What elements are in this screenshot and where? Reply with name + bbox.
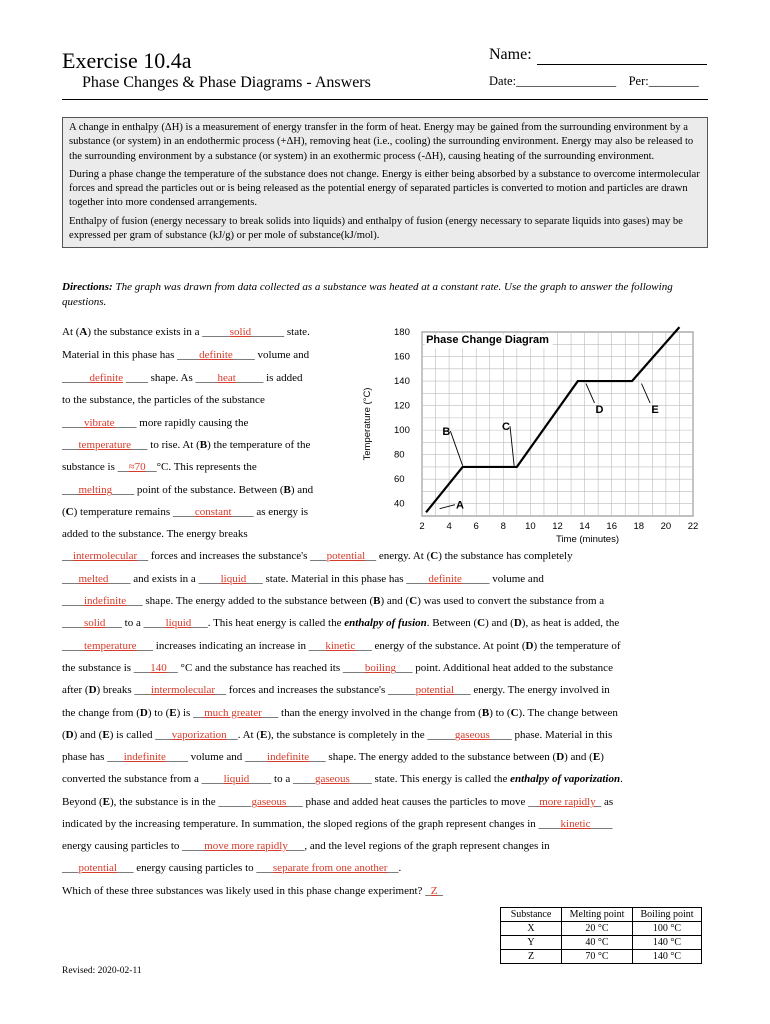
text-line-21: converted the substance from a ____liquid____ to a ____gaseous____ state. This energy is called the enthalpy of vaporization. [62,773,623,785]
answer-text: much greater [204,707,262,719]
chart-title: Phase Change Diagram [426,334,549,347]
intro-box [62,117,708,248]
chart-ylabel: Temperature (°C) [362,387,373,461]
table-cell: 140 °C [633,950,702,964]
answer-text: move more rapidly [204,840,288,852]
answer-text: solid [84,617,106,629]
answer-text: vibrate [84,417,115,429]
answer-text: liquid [220,573,247,585]
text-line-6: ___temperature___ to rise. At (B) the temperature of the [62,439,311,451]
header-divider [62,99,708,100]
text-line-26: Which of these three substances was likely used in this phase change experiment? _Z_ [62,885,443,897]
chart-y-tick-label: 160 [394,351,410,363]
answer-text: indefinite [84,595,127,607]
answer-text: temperature [84,640,137,652]
page-title: Exercise 10.4a [62,48,192,73]
chart-x-tick-label: 14 [579,521,590,532]
chart-x-tick-label: 10 [525,521,536,532]
directions-text: The graph was drawn from data collected as a substance was heated at a constant rate. Use the graph to answer the following questions. [62,281,673,308]
date-period-row [489,74,699,89]
table-cell: Z [501,950,562,964]
answer-text: temperature [78,439,132,451]
text-line-25: ___potential___ energy causing particles to ___separate from one another__. [62,862,402,874]
answer-text: vaporization [171,729,227,741]
table-cell: Y [501,936,562,950]
text-line-9: (C) temperature remains ____constant____ as energy is [62,506,309,518]
answer-text: intermolecular [150,684,216,696]
answer-text: liquid [165,617,192,629]
text-line-7: substance is __≈70__°C. This represents the [62,461,257,473]
directions [62,280,702,310]
chart-annotation-label: A [455,499,464,512]
substance-table [500,907,702,964]
answer-text: 140 [150,662,167,674]
table-cell: 100 °C [633,922,702,936]
directions-label: Directions: [62,281,113,293]
answer-text: kinetic [560,818,591,830]
answer-text: melted [78,573,109,585]
chart-y-tick-label: 80 [394,449,405,461]
chart-annotation-label: E [651,403,659,416]
text-line-5: ____vibrate____ more rapidly causing the [62,417,249,429]
answer-text: constant [194,506,232,518]
text-line-19: (D) and (E) is called ___vaporization__. At (E), the substance is completely in the _____gaseous____ phase. Material in this [62,729,613,741]
table-cell: 40 °C [562,936,633,950]
text-line-13: ____indefinite___ shape. The energy added to the substance between (B) and (C) was used to convert the substance from a [62,595,605,607]
chart-x-tick-label: 16 [606,521,617,532]
text-line-16: the substance is ___140__ °C and the substance has reached its ____boiling___ point. Additional heat added to the substance [62,662,613,674]
table-header-row [501,908,702,922]
table-cell: 20 °C [562,922,633,936]
table-cell: 70 °C [562,950,633,964]
chart-x-tick-label: 22 [687,521,699,532]
table-header: Substance [501,908,562,922]
table-cell: 140 °C [633,936,702,950]
answer-text: liquid [223,773,250,785]
chart-y-tick-label: 120 [394,400,410,412]
text-line-17: after (D) breaks ___intermolecular__ forces and increases the substance's _____potential___ energy. The energy involved in [62,684,610,696]
revised-date: Revised: 2020-02-11 [62,966,142,976]
answer-text: boiling [364,662,397,674]
chart-x-tick-label: 6 [473,521,479,532]
chart-annotation-label: C [502,421,510,434]
answer-text: more rapidly [539,796,596,808]
answer-text: potential [415,684,455,696]
text-line-23: indicated by the increasing temperature. In summation, the sloped regions of the graph represent changes in ____kinetic____ [62,818,613,830]
chart-annotation-label: B [442,426,451,439]
answer-text: separate from one another [272,862,388,874]
text-line-20: phase has ___indefinite____ volume and ____indefinite___ shape. The energy added to the substance between (D) and (E) [62,751,604,763]
answer-text: indefinite [123,751,166,763]
answer-text: gaseous [251,796,287,808]
table-header: Boiling point [633,908,702,922]
text-line-14: ____solid___ to a ____liquid___. This heat energy is called the enthalpy of fusion. Between (C) and (D), as heat is added, the [62,617,620,629]
date-label[interactable]: Date:________________ [489,74,617,88]
chart-xlabel: Time (minutes) [556,534,619,545]
table-row [501,936,702,950]
answer-text: melting [78,484,113,496]
intro-paragraph-1: A change in enthalpy (ΔH) is a measurement of energy transfer in the form of heat. Energy may be gained from the surrounding environment by a substance (or system) in an endothermic process (+ΔH), removing heat (i.e., cooling) the surrounding environment. Energy may also be released to the surrounding environment by a substance (or system) in an exothermic process (-ΔH), causing heating of the surrounding environment. [69,122,694,162]
table-header: Melting point [562,908,633,922]
answer-text: definite [428,573,462,585]
answer-text: ≈70 [128,461,146,473]
table-row [501,950,702,964]
phase-change-chart [360,320,710,550]
table-cell: X [501,922,562,936]
chart-x-tick-label: 2 [419,521,425,532]
chart-x-tick-label: 12 [552,521,563,532]
chart-x-tick-label: 20 [660,521,672,532]
answer-text: gaseous [454,729,490,741]
chart-y-tick-label: 60 [394,474,405,486]
intro-paragraph-3: Enthalpy of fusion (energy necessary to break solids into liquids) and enthalpy of fusion (energy necessary to separate liquids into gases) may be expressed per gram of substance (kJ/g) or per mole of substance(kJ/mol). [69,215,683,242]
table-row [501,922,702,936]
text-line-10: added to the substance. The energy breaks [62,528,248,540]
answer-text: solid [229,326,252,338]
text-line-11: __intermolecular__ forces and increases the substance's ___potential__ energy. At (C) the substance has completely [62,550,573,562]
text-line-4: to the substance, the particles of the substance [62,394,265,406]
answer-text: indefinite [267,751,310,763]
answer-text: heat [217,372,236,384]
text-line-1: At (A) the substance exists in a _____solid______ state. [62,326,310,338]
chart-x-tick-label: 4 [446,521,452,532]
chart-x-tick-label: 18 [633,521,645,532]
name-label: Name: [489,46,532,63]
text-line-24: energy causing particles to ____move more rapidly___, and the level regions of the graph represent changes in [62,840,550,852]
chart-annotation-label: D [595,403,604,416]
chart-y-tick-label: 100 [394,425,410,437]
text-line-15: ____temperature___ increases indicating an increase in ___kinetic___ energy of the substance. At point (D) the temperature of [62,640,621,652]
text-line-3: _____definite ____ shape. As ____heat_____ is added [62,372,303,384]
answer-text: definite [199,349,233,361]
name-field-line[interactable] [537,64,707,65]
text-line-18: the change from (D) to (E) is __much greater___ than the energy involved in the change from (B) to (C). The change between [62,707,618,719]
text-line-8: ___melting____ point of the substance. Between (B) and [62,484,314,496]
page-subtitle: Phase Changes & Phase Diagrams - Answers [82,74,371,91]
chart-y-tick-label: 40 [394,498,405,510]
chart-y-tick-label: 140 [394,376,410,388]
answer-text: intermolecular [73,550,138,562]
intro-paragraph-2: During a phase change the temperature of the substance does not change. Energy is either being absorbed by a substance to overcome intermolecular forces and spread the particles out or is being released as the potential energy of separated particles is converted to motion and particles are drawn together into more condensed arrangements. [69,168,700,209]
answer-text: Z [430,885,438,897]
answer-text: gaseous [314,773,350,785]
answer-text: kinetic [325,640,356,652]
chart-y-tick-label: 180 [394,327,410,338]
text-line-2: Material in this phase has ____definite____ volume and [62,349,310,361]
text-line-12: ___melted____ and exists in a ____liquid___ state. Material in this phase has ____definite_____ volume and [62,573,544,585]
answer-text: potential [326,550,366,562]
chart-x-tick-label: 8 [500,521,506,532]
answer-text: definite [89,372,124,384]
answer-text: potential [78,862,117,874]
period-label[interactable]: Per:________ [628,74,699,88]
text-line-22: Beyond (E), the substance is in the ______gaseous___ phase and added heat causes the particles to move __more rapidly_ as [62,796,614,808]
